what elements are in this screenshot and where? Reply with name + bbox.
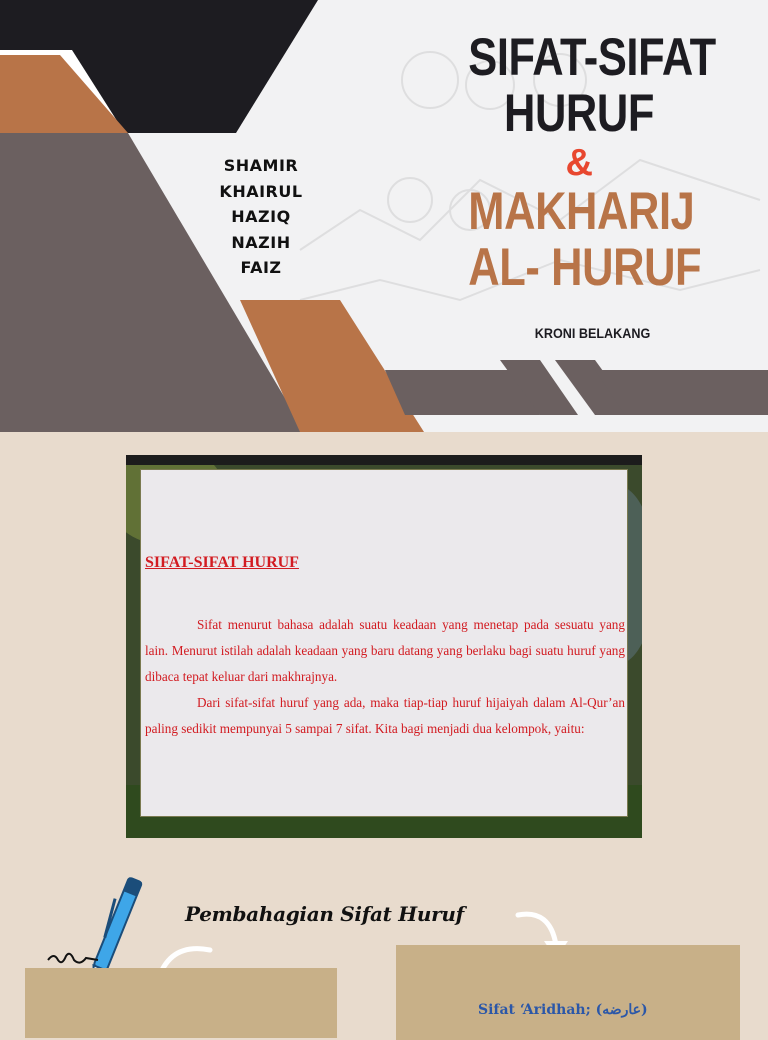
paper-card-right <box>396 945 740 1040</box>
author-name: SHAMIR <box>223 156 299 175</box>
paper-card-left <box>25 968 337 1038</box>
title-ampersand: & <box>565 142 593 184</box>
slide-heading: SIFAT-SIFAT HURUF <box>145 554 299 571</box>
title-line-4: AL- HURUF <box>468 238 702 297</box>
author-name: HAZIQ <box>231 207 291 226</box>
author-list <box>200 153 322 281</box>
author-name: KHAIRUL <box>219 181 303 201</box>
title-line-3: MAKHARIJ <box>468 182 695 241</box>
section-title: Pembahagian Sifat Huruf <box>185 902 464 926</box>
title-line-2: HURUF <box>503 84 655 143</box>
slide-paragraph-1: Sifat menurut bahasa adalah suatu keadaan yang menetap pada sesuatu yang lain. Menurut istilah adalah keadaan yang baru datang yang berlaku bagi suatu huruf yang dibaca tepat keluar dari makhrajnya. <box>145 617 625 684</box>
slide-paragraph-2: Dari sifat-sifat huruf yang ada, maka tiap-tiap huruf hijaiyah dalam Al-Qur’an paling sedikit mempunyai 5 sampai 7 sifat. Kita bagi menjadi dua kelompok, yaitu: <box>145 695 625 736</box>
cover-subtitle: KRONI BELAKANG <box>534 325 651 341</box>
cover-banner <box>0 0 768 432</box>
author-name: FAIZ <box>240 258 282 277</box>
slide-image <box>126 455 642 838</box>
slide-card <box>140 469 628 817</box>
slide-body <box>145 612 625 742</box>
author-name: NAZIH <box>231 232 291 252</box>
title-line-1: SIFAT-SIFAT <box>468 28 716 87</box>
sifat-aridhah-label: Sifat ‘Aridhah; (عارضه) <box>478 1002 648 1018</box>
cover-title <box>444 30 714 296</box>
